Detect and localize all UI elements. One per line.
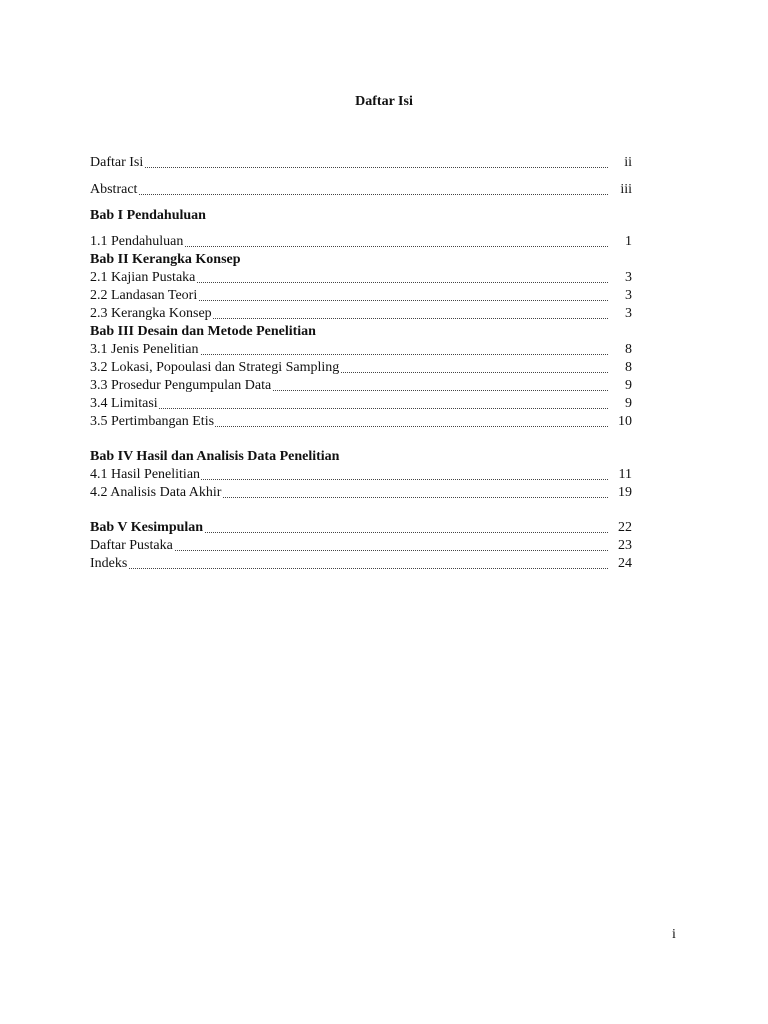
toc-entry-daftar-pustaka [90, 537, 632, 555]
toc-entry-2-3 [90, 305, 632, 323]
dot-leader [90, 568, 608, 569]
toc-entry-page: 24 [618, 556, 632, 571]
toc-entry-label: 1.1 Pendahuluan [90, 234, 184, 249]
toc-entry-page: 19 [618, 485, 632, 500]
chapter-heading-bab-4: Bab IV Hasil dan Analisis Data Penelitian [90, 449, 340, 464]
page-title: Daftar Isi [355, 94, 413, 109]
page-number: i [672, 927, 676, 942]
toc-entry-4-2 [90, 484, 632, 502]
toc-entry-page: 23 [618, 538, 632, 553]
toc-entry-page: 9 [625, 396, 632, 411]
chapter-heading-bab-3: Bab III Desain dan Metode Penelitian [90, 324, 316, 339]
toc-entry-2-1 [90, 269, 632, 287]
toc-entry-label: 3.4 Limitasi [90, 396, 158, 411]
toc-entry-1-1 [90, 233, 632, 251]
toc-entry-label: Abstract [90, 182, 138, 197]
toc-entry-label: Indeks [90, 556, 128, 571]
toc-entry-3-5 [90, 413, 632, 431]
toc-entry-page: ii [624, 155, 632, 170]
toc-entry-label: 3.5 Pertimbangan Etis [90, 414, 215, 429]
toc-entry-page: 3 [625, 306, 632, 321]
toc-entry-abstract [90, 181, 632, 199]
dot-leader [90, 167, 608, 168]
chapter-heading-bab-1: Bab I Pendahuluan [90, 208, 206, 223]
toc-entry-page: iii [620, 182, 632, 197]
toc-entry-page: 11 [618, 467, 632, 482]
toc-entry-page: 8 [625, 360, 632, 375]
toc-entry-label: Bab V Kesimpulan [90, 520, 204, 535]
toc-entry-label: 4.1 Hasil Penelitian [90, 467, 201, 482]
toc-entry-page: 3 [625, 270, 632, 285]
toc-entry-3-4 [90, 395, 632, 413]
toc-entry-label: Daftar Pustaka [90, 538, 173, 553]
toc-entry-label: 2.2 Landasan Teori [90, 288, 198, 303]
toc-entry-2-2 [90, 287, 632, 305]
chapter-heading-bab-2: Bab II Kerangka Konsep [90, 252, 241, 267]
toc-entry-page: 3 [625, 288, 632, 303]
toc-entry-page: 8 [625, 342, 632, 357]
toc-entry-label: 3.1 Jenis Penelitian [90, 342, 199, 357]
toc-entry-page: 9 [625, 378, 632, 393]
toc-entry-page: 1 [625, 234, 632, 249]
toc-entry-daftar-isi [90, 154, 632, 172]
toc-entry-label: 2.3 Kerangka Konsep [90, 306, 212, 321]
toc-entry-bab-5 [90, 519, 632, 537]
toc-entry-3-2 [90, 359, 632, 377]
toc-entry-3-1 [90, 341, 632, 359]
toc-entry-label: 3.2 Lokasi, Popoulasi dan Strategi Sampling [90, 360, 340, 375]
toc-entry-4-1 [90, 466, 632, 484]
toc-entry-label: 3.3 Prosedur Pengumpulan Data [90, 378, 272, 393]
toc-entry-label: 2.1 Kajian Pustaka [90, 270, 196, 285]
toc-entry-label: Daftar Isi [90, 155, 144, 170]
toc-entry-page: 22 [618, 520, 632, 535]
dot-leader [90, 194, 608, 195]
toc-entry-page: 10 [618, 414, 632, 429]
toc-entry-3-3 [90, 377, 632, 395]
toc-entry-indeks [90, 555, 632, 573]
toc-entry-label: 4.2 Analisis Data Akhir [90, 485, 222, 500]
dot-leader [90, 408, 608, 409]
